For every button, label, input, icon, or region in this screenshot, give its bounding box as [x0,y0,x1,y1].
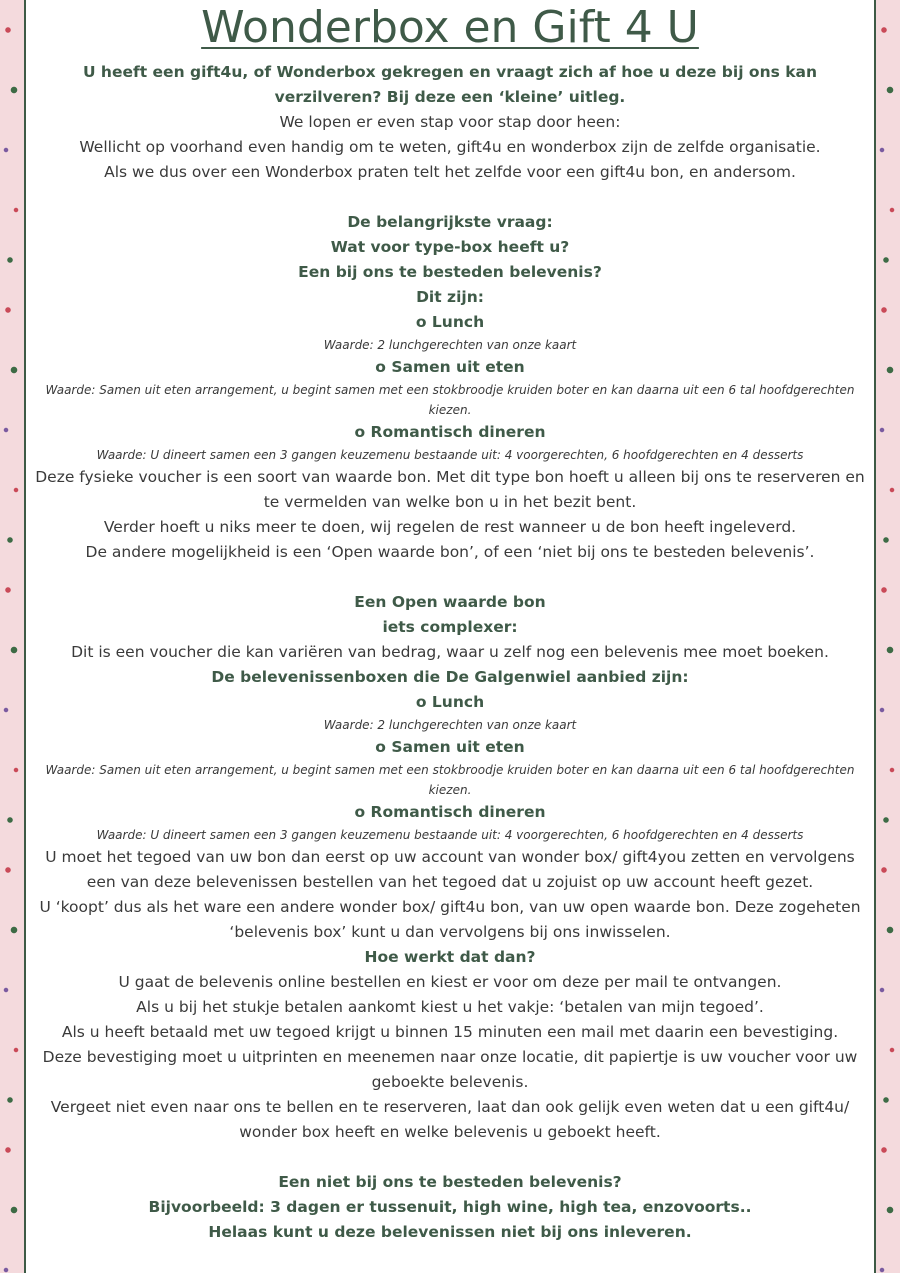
section2-item-name: o Romantisch dineren [354,803,546,821]
section1-heading-2: Wat voor type-box heeft u? [330,238,570,256]
section1-item-desc: Waarde: 2 lunchgerechten van onze kaart [323,338,577,352]
floral-border-left [0,0,24,1273]
intro-info-1: Wellicht op voorhand even handig om te weten, gift4u en wonderbox zijn de zelfde organisatie. [79,138,821,156]
section1-text-3: De andere mogelijkheid is een ‘Open waarde bon’, of een ‘niet bij ons te besteden belevenis’. [85,543,815,561]
section2-item-name: o Samen uit eten [375,738,525,756]
document-page [24,0,876,1273]
section1-heading-3: Een bij ons te besteden belevenis? [298,263,602,281]
intro-question: U heeft een gift4u, of Wonderbox gekregen en vraagt zich af hoe u deze bij ons kan verzilveren? Bij deze een ‘kleine’ uitleg. [82,63,818,106]
section2-heading-1: Een Open waarde bon [354,593,546,611]
section2-item-desc: Waarde: Samen uit eten arrangement, u begint samen met een stokbroodje kruiden boter en kan daarna uit een 6 tal hoofdgerechten kiezen. [45,763,855,797]
section2-text-3: U ‘koopt’ dus als het ware een andere wonder box/ gift4u bon, van uw open waarde bon. Deze zogeheten ‘belevenis box’ kunt u dan vervolgens bij ons inwisselen. [39,898,861,941]
section1-text-1: Deze fysieke voucher is een soort van waarde bon. Met dit type bon hoeft u alleen bij ons te reserveren en te vermelden van welke bon u in het bezit bent. [35,468,865,511]
section2-item-desc: Waarde: U dineert samen een 3 gangen keuzemenu bestaande uit: 4 voorgerechten, 6 hoofdgerechten en 4 desserts [96,828,804,842]
section1-heading-1: De belangrijkste vraag: [347,213,553,231]
section2-heading-2: iets complexer: [382,618,518,636]
section3-text-2: Als u bij het stukje betalen aankomt kiest u het vakje: ‘betalen van mijn tegoed’. [136,998,764,1016]
page-title: Wonderbox en Gift 4 U [201,2,699,53]
section1-item-name: o Samen uit eten [375,358,525,376]
section1-item-desc: Waarde: Samen uit eten arrangement, u begint samen met een stokbroodje kruiden boter en kan daarna uit een 6 tal hoofdgerechten kiezen. [45,383,855,417]
section3-text-3: Als u heeft betaald met uw tegoed krijgt u binnen 15 minuten een mail met daarin een bevestiging. [61,1023,839,1041]
floral-border-right [876,0,900,1273]
section4-heading-3: Helaas kunt u deze belevenissen niet bij ons inleveren. [208,1223,692,1241]
section3-heading: Hoe werkt dat dan? [364,948,536,966]
section1-heading-4: Dit zijn: [416,288,484,306]
section2-heading-3: De belevenissenboxen die De Galgenwiel aanbied zijn: [211,668,689,686]
intro-step: We lopen er even stap voor stap door heen: [279,113,621,131]
section1-item-name: o Romantisch dineren [354,423,546,441]
section2-item-desc: Waarde: 2 lunchgerechten van onze kaart [323,718,577,732]
section2-item-name: o Lunch [415,693,485,711]
section4-heading-2: Bijvoorbeeld: 3 dagen er tussenuit, high wine, high tea, enzovoorts.. [148,1198,752,1216]
section2-text-1: Dit is een voucher die kan variëren van bedrag, waar u zelf nog een belevenis mee moet boeken. [71,643,829,661]
document-body [26,60,874,1245]
section3-text-4: Deze bevestiging moet u uitprinten en meenemen naar onze locatie, dit papiertje is uw voucher voor uw geboekte belevenis. [42,1048,858,1091]
section1-item-name: o Lunch [415,313,485,331]
intro-info-2: Als we dus over een Wonderbox praten telt het zelfde voor een gift4u bon, en andersom. [104,163,796,181]
section3-text-1: U gaat de belevenis online bestellen en kiest er voor om deze per mail te ontvangen. [118,973,782,991]
section3-text-5: Vergeet niet even naar ons te bellen en te reserveren, laat dan ook gelijk even weten dat u een gift4u/ wonder box heeft en welke belevenis u geboekt heeft. [50,1098,850,1141]
section2-text-2: U moet het tegoed van uw bon dan eerst op uw account van wonder box/ gift4you zetten en vervolgens een van deze belevenissen bestellen van het tegoed dat u zojuist op uw account heeft gezet. [45,848,855,891]
section1-item-desc: Waarde: U dineert samen een 3 gangen keuzemenu bestaande uit: 4 voorgerechten, 6 hoofdgerechten en 4 desserts [96,448,804,462]
section4-heading-1: Een niet bij ons te besteden belevenis? [278,1173,622,1191]
section1-text-2: Verder hoeft u niks meer te doen, wij regelen de rest wanneer u de bon heeft ingeleverd. [103,518,797,536]
